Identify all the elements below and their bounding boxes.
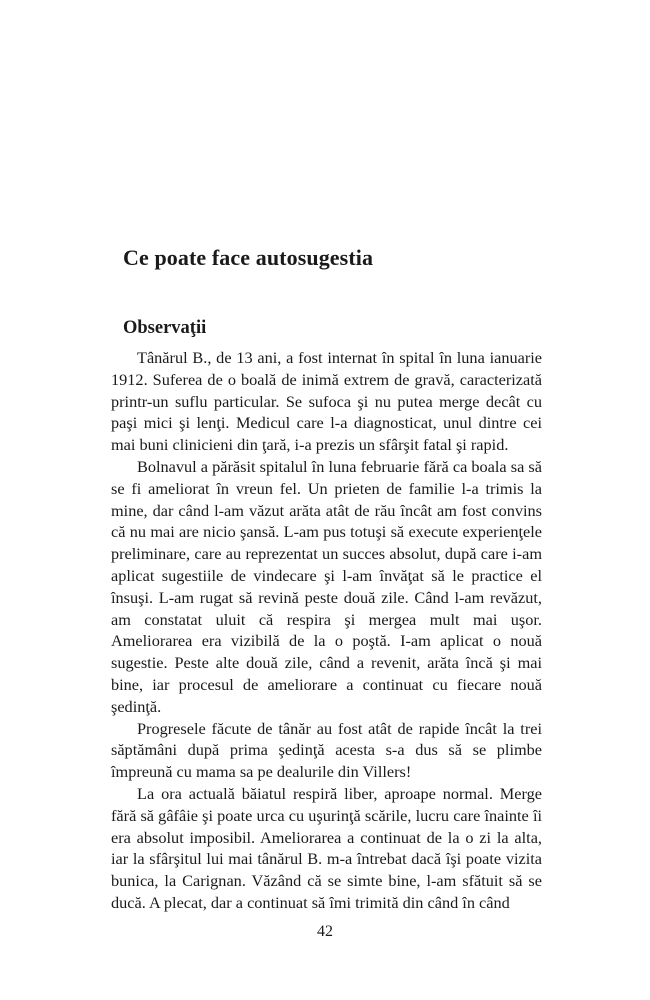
paragraph: Progresele făcute de tânăr au fost atât de rapide încât la trei săptămâni după prima şedinţă acesta s-a dus să se plimbe împreună cu mama sa pe dealurile din Villers! (111, 718, 542, 782)
paragraph: Tânărul B., de 13 ani, a fost internat în spital în luna ianuarie 1912. Suferea de o boală de inimă extrem de gravă, caracterizată printr-un suflu particular. Se sufoca şi nu putea merge decât cu paşi mici şi lenţi. Medicul care l-a diagnosticat, unul dintre cei mai buni clinicieni din ţară, i-a prezis un sfârşit fatal şi rapid. (111, 348, 542, 455)
paragraph: Bolnavul a părăsit spitalul în luna februarie fără ca boala sa să se fi ameliorat în vreun fel. Un prieten de familie l-a trimis la mine, dar când l-am văzut arăta atât de rău încât am fost convins că nu mai are nicio şansă. L-am pus totuşi să execute experienţele preliminare, care au reprezentat un succes absolut, după care i-am aplicat sugestiile de vindecare şi l-am învăţat să le practice el însuşi. L-am rugat să revină peste două zile. Când l-am revăzut, am constatat uluit că respira şi mergea mult mai uşor. Ameliorarea era vizibilă de la o poştă. I-am aplicat o nouă sugestie. Peste alte două zile, când a revenit, arăta încă şi mai bine, iar procesul de ameliorare a continuat cu fiecare nouă şedinţă. (111, 456, 542, 716)
body-text (111, 347, 542, 914)
chapter-title: Ce poate face autosugestia (123, 245, 374, 270)
paragraph: La ora actuală băiatul respiră liber, aproape normal. Merge fără să gâfâie şi poate urca cu uşurinţă scările, lucru care înainte îi era absolut imposibil. Ameliorarea a continuat de la o zi la alta, iar la sfârşitul lui mai tânărul B. m-a întrebat dacă îşi poate vizita bunica, la Carignan. Văzând că se simte bine, l-am sfătuit să se ducă. A plecat, dar a continuat să îmi trimită din când în când (111, 783, 542, 912)
page-number: 42 (317, 923, 333, 940)
section-title: Observaţii (123, 318, 207, 338)
